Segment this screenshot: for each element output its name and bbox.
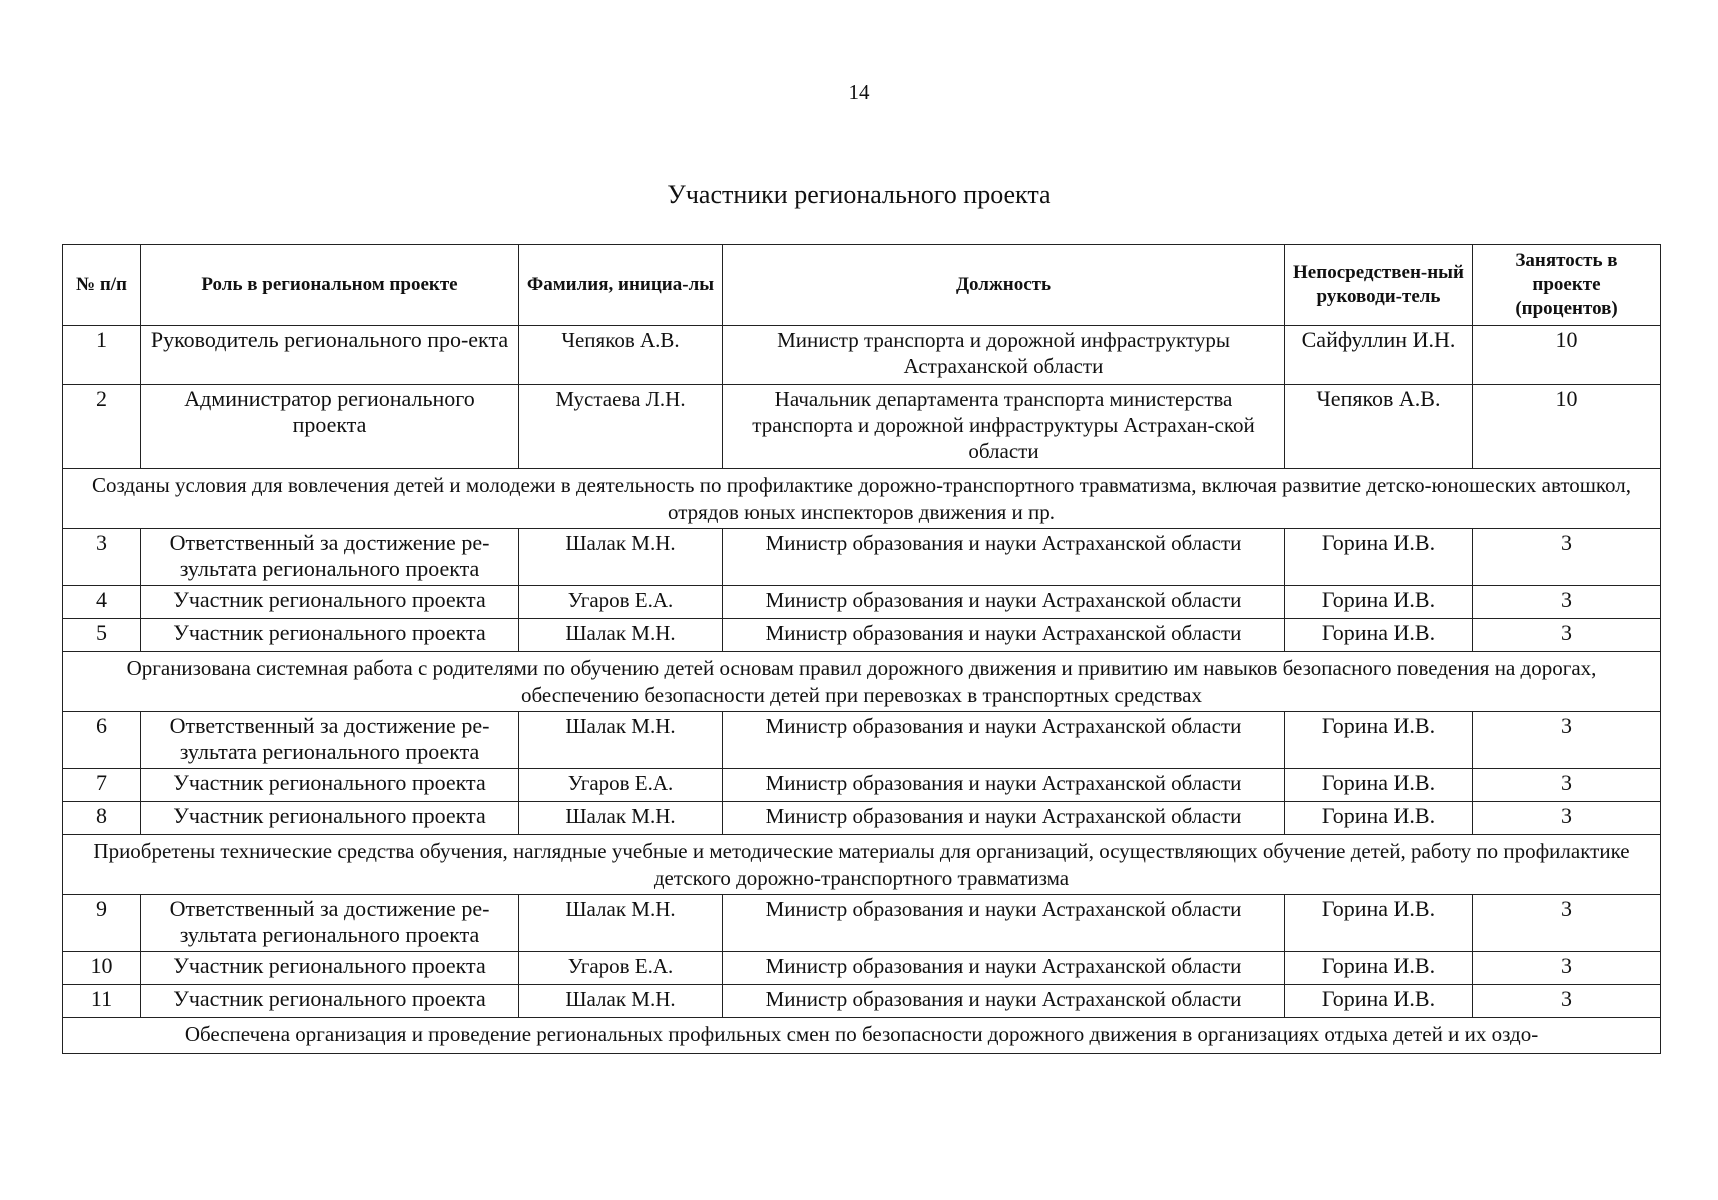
cell-supervisor: Горина И.В. — [1285, 619, 1473, 652]
header-role: Роль в региональном проекте — [141, 245, 519, 326]
table-row — [63, 586, 1661, 619]
cell-supervisor: Горина И.В. — [1285, 952, 1473, 985]
cell-supervisor: Горина И.В. — [1285, 895, 1473, 952]
cell-supervisor: Чепяков А.В. — [1285, 385, 1473, 469]
participants-table — [62, 244, 1661, 1054]
section-heading: Приобретены технические средства обучения, наглядные учебные и методические материалы для организаций, осуществляющих обучение детей, работу по профилактике детского дорожно-транспортного травматизма — [63, 835, 1661, 895]
page-number: 14 — [848, 80, 870, 104]
table-row — [63, 385, 1661, 469]
cell-role: Руководитель регионального про-екта — [141, 326, 519, 385]
cell-supervisor: Горина И.В. — [1285, 985, 1473, 1018]
cell-role: Ответственный за достижение ре-зультата регионального проекта — [141, 895, 519, 952]
cell-supervisor: Горина И.В. — [1285, 712, 1473, 769]
cell-num: 3 — [63, 529, 141, 586]
section-row — [63, 652, 1661, 712]
cell-num: 1 — [63, 326, 141, 385]
cell-role: Участник регионального проекта — [141, 952, 519, 985]
cell-position: Министр транспорта и дорожной инфраструктуры Астраханской области — [723, 326, 1285, 385]
cell-position: Начальник департамента транспорта министерства транспорта и дорожной инфраструктуры Астрахан-ской области — [723, 385, 1285, 469]
table-row — [63, 802, 1661, 835]
cell-role: Участник регионального проекта — [141, 769, 519, 802]
cell-supervisor: Горина И.В. — [1285, 802, 1473, 835]
page-title: Участники регионального проекта — [667, 180, 1051, 209]
cell-employment: 3 — [1473, 529, 1661, 586]
table-row — [63, 712, 1661, 769]
cell-employment: 3 — [1473, 895, 1661, 952]
cell-num: 5 — [63, 619, 141, 652]
cell-employment: 3 — [1473, 952, 1661, 985]
cell-supervisor: Горина И.В. — [1285, 586, 1473, 619]
cell-supervisor: Сайфуллин И.Н. — [1285, 326, 1473, 385]
cell-name: Угаров Е.А. — [519, 586, 723, 619]
cell-position: Министр образования и науки Астраханской области — [723, 769, 1285, 802]
cell-num: 8 — [63, 802, 141, 835]
cell-employment: 3 — [1473, 985, 1661, 1018]
section-row — [63, 835, 1661, 895]
cell-position: Министр образования и науки Астраханской области — [723, 712, 1285, 769]
cell-employment: 3 — [1473, 586, 1661, 619]
section-heading: Обеспечена организация и проведение региональных профильных смен по безопасности дорожного движения в организациях отдыха детей и их оздо- — [63, 1018, 1661, 1054]
cell-position: Министр образования и науки Астраханской области — [723, 985, 1285, 1018]
table-row — [63, 326, 1661, 385]
cell-position: Министр образования и науки Астраханской области — [723, 586, 1285, 619]
cell-position: Министр образования и науки Астраханской области — [723, 619, 1285, 652]
cell-name: Угаров Е.А. — [519, 769, 723, 802]
cell-name: Шалак М.Н. — [519, 712, 723, 769]
cell-role: Администратор регионального проекта — [141, 385, 519, 469]
cell-position: Министр образования и науки Астраханской области — [723, 802, 1285, 835]
header-position: Должность — [723, 245, 1285, 326]
cell-position: Министр образования и науки Астраханской области — [723, 895, 1285, 952]
table-row — [63, 769, 1661, 802]
cell-role: Участник регионального проекта — [141, 985, 519, 1018]
table-row — [63, 895, 1661, 952]
cell-num: 7 — [63, 769, 141, 802]
table-row — [63, 985, 1661, 1018]
section-row — [63, 1018, 1661, 1054]
cell-num: 4 — [63, 586, 141, 619]
cell-position: Министр образования и науки Астраханской области — [723, 952, 1285, 985]
cell-name: Шалак М.Н. — [519, 802, 723, 835]
cell-supervisor: Горина И.В. — [1285, 529, 1473, 586]
section-heading: Созданы условия для вовлечения детей и молодежи в деятельность по профилактике дорожно-транспортного травматизма, включая развитие детско-юношеских автошкол, отрядов юных инспекторов движения и пр. — [63, 469, 1661, 529]
cell-employment: 3 — [1473, 712, 1661, 769]
table-header-row — [63, 245, 1661, 326]
cell-employment: 3 — [1473, 619, 1661, 652]
table-row — [63, 529, 1661, 586]
cell-name: Мустаева Л.Н. — [519, 385, 723, 469]
cell-name: Шалак М.Н. — [519, 529, 723, 586]
cell-num: 10 — [63, 952, 141, 985]
cell-role: Ответственный за достижение ре-зультата регионального проекта — [141, 712, 519, 769]
table-body — [63, 326, 1661, 1054]
cell-num: 11 — [63, 985, 141, 1018]
cell-employment: 3 — [1473, 802, 1661, 835]
cell-role: Участник регионального проекта — [141, 586, 519, 619]
cell-num: 2 — [63, 385, 141, 469]
cell-employment: 10 — [1473, 385, 1661, 469]
header-name: Фамилия, инициа-лы — [519, 245, 723, 326]
cell-role: Участник регионального проекта — [141, 619, 519, 652]
cell-name: Чепяков А.В. — [519, 326, 723, 385]
cell-name: Угаров Е.А. — [519, 952, 723, 985]
cell-name: Шалак М.Н. — [519, 985, 723, 1018]
section-heading: Организована системная работа с родителями по обучению детей основам правил дорожного движения и привитию им навыков безопасного поведения на дорогах, обеспечению безопасности детей при перевозках в транспортных средствах — [63, 652, 1661, 712]
cell-role: Участник регионального проекта — [141, 802, 519, 835]
cell-num: 9 — [63, 895, 141, 952]
cell-num: 6 — [63, 712, 141, 769]
cell-role: Ответственный за достижение ре-зультата регионального проекта — [141, 529, 519, 586]
table-row — [63, 619, 1661, 652]
table-row — [63, 952, 1661, 985]
header-supervisor: Непосредствен-ный руководи-тель — [1285, 245, 1473, 326]
cell-position: Министр образования и науки Астраханской области — [723, 529, 1285, 586]
cell-employment: 10 — [1473, 326, 1661, 385]
header-employment: Занятость в проекте (процентов) — [1473, 245, 1661, 326]
header-num: № п/п — [63, 245, 141, 326]
cell-name: Шалак М.Н. — [519, 619, 723, 652]
cell-supervisor: Горина И.В. — [1285, 769, 1473, 802]
section-row — [63, 469, 1661, 529]
cell-employment: 3 — [1473, 769, 1661, 802]
cell-name: Шалак М.Н. — [519, 895, 723, 952]
